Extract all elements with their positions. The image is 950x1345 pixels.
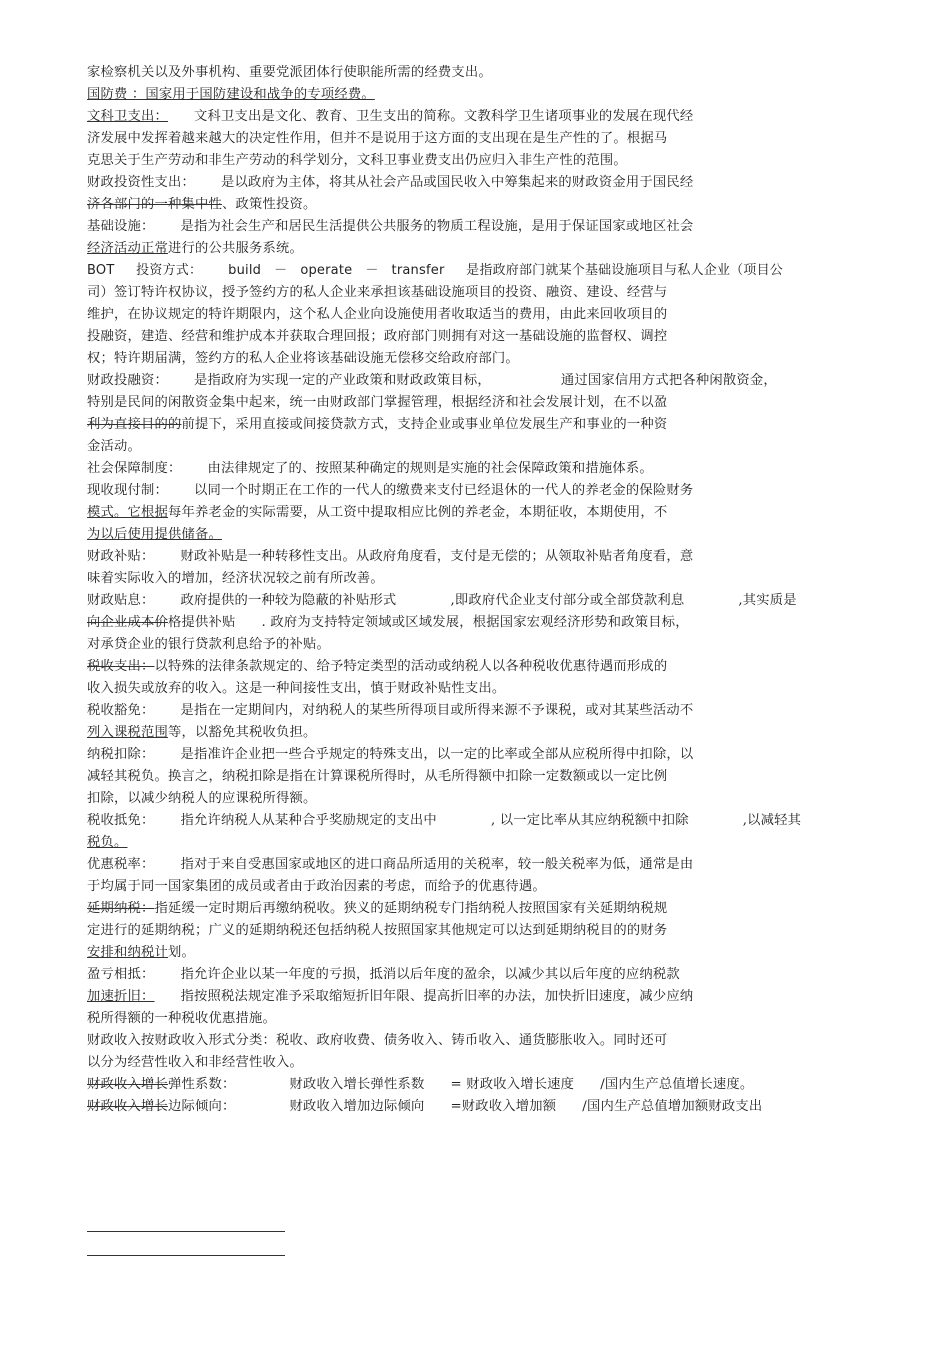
text: ,以减轻其 [742,813,802,828]
text: operate [300,263,353,278]
text-line [87,128,877,150]
underlined-text: 为以后使用提供储备。 [87,527,222,542]
term-line [87,656,877,678]
struck-text: 财政收入增长 [87,1077,168,1092]
text-line [87,392,877,414]
text-line [87,942,877,964]
term: 税收抵免： [87,813,155,828]
formula-part: /国内生产总值增长速度。 [600,1077,754,1092]
definition: 是指在一定期间内，对纳税人的某些所得项目或所得来源不予课税，或对其某些活动不 [180,703,694,718]
text-line [87,634,877,656]
term: 纳税扣除： [87,747,155,762]
term-line [87,106,877,128]
term-line [87,216,877,238]
text: 司）签订特许权协议，授予签约方的私人企业来承担该基础设施项目的投资、融资、建设、经营与 [87,285,668,300]
text: 投融资，建造、经营和维护成本并获取合理回报；政府部门则拥有对这一基础设施的监督权、调控 [87,329,668,344]
text: . 政府为支持特定领域或区域发展，根据国家宏观经济形势和政策目标， [261,615,689,630]
formula-part: /国内生产总值增加额财政支出 [582,1099,763,1114]
text: build [228,263,262,278]
text: － [365,263,379,278]
term: 延期纳税： [87,901,155,916]
text-line [87,348,877,370]
term-line [87,810,877,832]
definition: 是指准许企业把一些合乎规定的特殊支出，以一定的比率或全部从应税所得中扣除，以 [180,747,694,762]
term: 弹性系数： [167,1077,236,1092]
text-line [87,326,877,348]
text: 等，以豁免其税收负担。 [167,725,317,740]
text: 收入损失或放弃的收入。这是一种间接性支出，慎于财政补贴性支出。 [87,681,506,696]
text: 定进行的延期纳税；广义的延期纳税还包括纳税人按照国家其他规定可以达到延期纳税目的的财务 [87,923,668,938]
text-line [87,788,877,810]
text: ,即政府代企业支付部分或全部贷款利息 [450,593,685,608]
text-line [87,612,877,634]
text: 财政收入按财政收入形式分类：税收、政府收费、债务收入、铸币收入、通货膨胀收入。同时还可 [87,1033,668,1048]
text: 国防费 ：国家用于国防建设和战争的专项经费。 [87,87,375,102]
text-line [87,194,877,216]
definition: 政府提供的一种较为隐蔽的补贴形式 [180,593,397,608]
term: 税收支出： [87,659,155,674]
struck-text: 财政收入增长 [87,1099,168,1114]
text-line [87,568,877,590]
text: 维护，在协议规定的特许期限内，这个私人企业向设施使用者收取适当的费用，由此来回收项目的 [87,307,668,322]
text: 扣除，以减少纳税人的应课税所得额。 [87,791,317,806]
struck-text: 利为直接目的的 [87,417,182,432]
text: 以分为经营性收入和非经营性收入。 [87,1055,303,1070]
definition: 指允许企业以某一年度的亏损，抵消以后年度的盈余，以减少其以后年度的应纳税款 [180,967,680,982]
formula-line [87,1074,877,1096]
text-line [87,414,877,436]
term-line [87,458,877,480]
definition: 是指为社会生产和居民生活提供公共服务的物质工程设施，是用于保证国家或地区社会 [180,219,694,234]
text: 减轻其税负。换言之，纳税扣除是指在计算课税所得时，从毛所得额中扣除一定数额或以一定比例 [87,769,668,784]
text-line [87,920,877,942]
text: － [274,263,288,278]
text: , 以一定比率从其应纳税额中扣除 [490,813,689,828]
underlined-text: 税负。 [87,835,128,850]
text: 每年养老金的实际需要，从工资中提取相应比例的养老金，本期征收，本期使用，不 [167,505,668,520]
term-line [87,172,877,194]
term: 财政投融资： [87,373,168,388]
text-line [87,502,877,524]
term-line [87,964,877,986]
underlined-text: 安排和纳税计 [87,945,168,960]
term-line [87,700,877,722]
formula-part: 财政收入增长弹性系数 [289,1077,425,1092]
definition: 指按照税法规定准予采取缩短折旧年限、提高折旧率的办法，加快折旧速度，减少应纳 [180,989,694,1004]
term: 投资方式： [136,263,203,278]
text-line [87,150,877,172]
term-line [87,370,877,392]
text: 前提下，采用直接或间接贷款方式，支持企业或事业单位发展生产和事业的一种资 [181,417,668,432]
definition: 由法律规定了的、按照某种确定的规则是实施的社会保障政策和措施体系。 [207,461,653,476]
term: 基础设施： [87,219,155,234]
term: 财政补贴： [87,549,155,564]
term-line [87,260,877,282]
term: 税收豁免： [87,703,155,718]
term: 盈亏相抵： [87,967,155,982]
formula-part: =财政收入增加额 [450,1099,557,1114]
definition: 财政补贴是一种转移性支出。从政府角度看，支付是无偿的；从领取补贴者角度看，意 [180,549,694,564]
formula-line [87,1096,877,1118]
definition: 是指政府为实现一定的产业政策和财政政策目标， [193,373,491,388]
text: 划。 [167,945,195,960]
term: 社会保障制度： [87,461,182,476]
text-line [87,62,877,84]
text-line [87,1030,877,1052]
footnote-divider [87,1231,285,1232]
text: 克思关于生产劳动和非生产劳动的科学划分，文科卫事业费支出仍应归入非生产性的范围。 [87,153,627,168]
term-line [87,546,877,568]
text-line [87,282,877,304]
text: ,其实质是 [738,593,797,608]
definition: 文科卫支出是文化、教育、卫生支出的简称。文教科学卫生诸项事业的发展在现代经 [193,109,694,124]
formula-part: = 财政收入增长速度 [450,1077,575,1092]
underlined-text: 列入课税范围 [87,725,168,740]
term-line [87,480,877,502]
term: BOT [87,263,115,278]
underlined-text: 经济活动正常 [87,241,168,256]
text: transfer [391,263,445,278]
text-line [87,304,877,326]
text-line [87,238,877,260]
text: 进行的公共服务系统。 [167,241,303,256]
term-line [87,744,877,766]
footnote-divider [87,1255,285,1256]
text: 权；特许期届满，签约方的私人企业将该基础设施无偿移交给政府部门。 [87,351,519,366]
definition: 以同一个时期正在工作的一代人的缴费来支付已经退休的一代人的养老金的保险财务 [193,483,694,498]
document-page [87,62,877,1118]
text-line [87,84,877,106]
definition: 是指政府部门就某个基础设施项目与私人企业（项目公 [466,263,783,278]
definition: 指对于来自受惠国家或地区的进口商品所适用的关税率，较一般关税率为低，通常是由 [180,857,694,872]
term: 边际倾向： [167,1099,236,1114]
text: 金活动。 [87,439,141,454]
definition: 是以政府为主体，将其从社会产品或国民收入中筹集起来的财政资金用于国民经 [220,175,694,190]
term: 文科卫支出： [87,109,168,124]
term: 现收现付制： [87,483,168,498]
text: 、政策性投资。 [221,197,317,212]
struck-text: 济各部门的一种集中性 [87,197,222,212]
text: 味着实际收入的增加，经济状况较之前有所改善。 [87,571,384,586]
term-line [87,854,877,876]
term: 财政投资性支出： [87,175,195,190]
text-line [87,1008,877,1030]
text: 税所得额的一种税收优惠措施。 [87,1011,276,1026]
text-line [87,436,877,458]
definition: 指允许纳税人从某种合乎奖励规定的支出中 [180,813,437,828]
definition: 以特殊的法律条款规定的、给予特定类型的活动或纳税人以各种税收优惠待遇而形成的 [154,659,668,674]
term-line [87,590,877,612]
term: 优惠税率： [87,857,155,872]
formula-part: 财政收入增加边际倾向 [289,1099,425,1114]
text-line [87,678,877,700]
text-line [87,766,877,788]
text: 通过国家信用方式把各种闲散资金， [560,373,777,388]
text: 济发展中发挥着越来越大的决定性作用，但并不是说用于这方面的支出现在是生产性的了。根据马 [87,131,668,146]
term: 加速折旧： [87,989,155,1004]
struck-text: 向企业成本价 [87,615,168,630]
text: 特别是民间的闲散资金集中起来，统一由财政部门掌握管理，根据经济和社会发展计划，在不以盈 [87,395,668,410]
term: 财政贴息： [87,593,155,608]
text-line [87,524,877,546]
text-line [87,1052,877,1074]
text: 对承贷企业的银行贷款利息给予的补贴。 [87,637,330,652]
term-line [87,986,877,1008]
text-line [87,832,877,854]
definition: 指延缓一定时期后再缴纳税收。狭义的延期纳税专门指纳税人按照国家有关延期纳税规 [154,901,668,916]
text: 格提供补贴 [167,615,236,630]
text-line [87,876,877,898]
text: 于均属于同一国家集团的成员或者由于政治因素的考虑，而给予的优惠待遇。 [87,879,546,894]
term-line [87,898,877,920]
text: 家检察机关以及外事机构、重要党派团体行使职能所需的经费支出。 [87,65,492,80]
underlined-text: 模式。它根据 [87,505,168,520]
text-line [87,722,877,744]
